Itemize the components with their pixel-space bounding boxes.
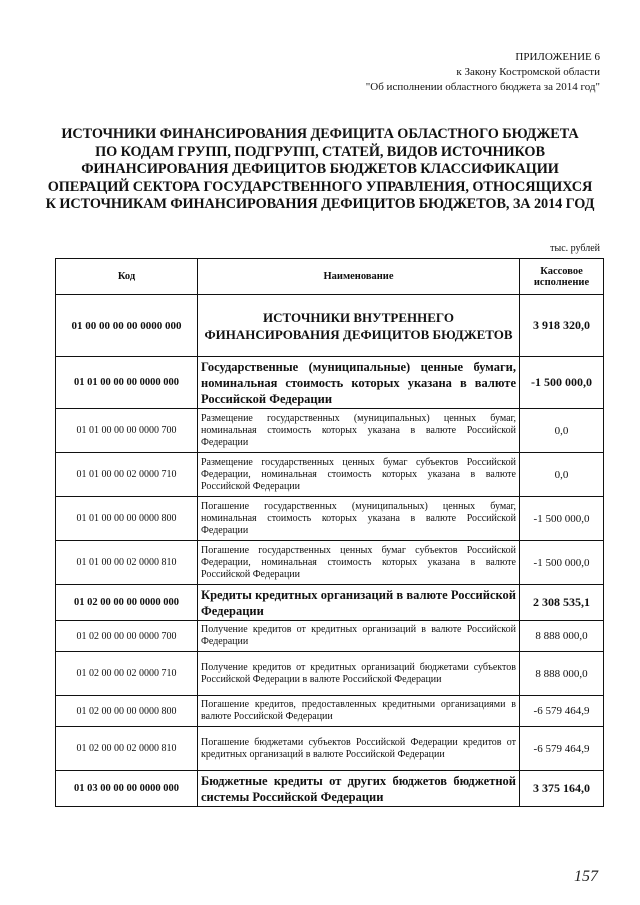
table-row: [56, 727, 604, 771]
title-line: ОПЕРАЦИЙ СЕКТОРА ГОСУДАРСТВЕННОГО УПРАВЛЕНИЯ, ОТНОСЯЩИХСЯ: [47, 178, 593, 195]
row-code: 01 02 00 00 02 0000 710: [56, 652, 198, 696]
table-row: [56, 497, 604, 541]
header-code: Код: [56, 259, 198, 295]
table-row: [56, 541, 604, 585]
table-row: [56, 295, 604, 357]
row-code: 01 01 00 00 00 0000 700: [56, 409, 198, 453]
table-row: [56, 357, 604, 409]
units-label: тыс. рублей: [550, 243, 600, 254]
row-sum: 2 308 535,1: [520, 585, 604, 621]
table-header-row: [56, 259, 604, 295]
row-code: 01 01 00 00 02 0000 710: [56, 453, 198, 497]
table-row: [56, 652, 604, 696]
table-row: [56, 409, 604, 453]
row-name: Государственные (муниципальные) ценные бумаги, номинальная стоимость которых указана в валюте Российской Федерации: [198, 357, 520, 409]
table-row: [56, 771, 604, 807]
title-line: К ИСТОЧНИКАМ ФИНАНСИРОВАНИЯ ДЕФИЦИТОВ БЮДЖЕТОВ, ЗА 2014 ГОД: [45, 196, 595, 212]
row-code: 01 01 00 00 00 0000 800: [56, 497, 198, 541]
document-title: [40, 126, 600, 214]
row-name: Получение кредитов от кредитных организаций бюджетами субъектов Российской Федерации в валюте Российской Федерации: [198, 652, 520, 696]
row-sum: -1 500 000,0: [520, 541, 604, 585]
sources-table: [55, 258, 604, 807]
row-sum: 3 918 320,0: [520, 295, 604, 357]
row-code: 01 00 00 00 00 0000 000: [56, 295, 198, 357]
row-sum: 0,0: [520, 409, 604, 453]
row-code: 01 02 00 00 00 0000 000: [56, 585, 198, 621]
header-sum: Кассовое исполнение: [520, 259, 604, 295]
row-name: Размещение государственных ценных бумаг субъектов Российской Федерации, номинальная стоимость которых указана в валюте Российской Федерации: [198, 453, 520, 497]
row-name: Размещение государственных (муниципальных) ценных бумаг, номинальная стоимость которых указана в валюте Российской Федерации: [198, 409, 520, 453]
table-row: [56, 621, 604, 652]
row-name: Погашение государственных ценных бумаг субъектов Российской Федерации, номинальная стоимость которых указана в валюте Российской Федерации: [198, 541, 520, 585]
row-sum: -6 579 464,9: [520, 696, 604, 727]
title-line: ФИНАНСИРОВАНИЯ ДЕФИЦИТОВ БЮДЖЕТОВ КЛАССИФИКАЦИИ: [81, 161, 559, 177]
row-code: 01 01 00 00 00 0000 000: [56, 357, 198, 409]
row-name: Кредиты кредитных организаций в валюте Российской Федерации: [198, 585, 520, 621]
row-sum: 0,0: [520, 453, 604, 497]
appendix-number: ПРИЛОЖЕНИЕ 6: [515, 51, 600, 63]
row-name: ИСТОЧНИКИ ВНУТРЕННЕГО ФИНАНСИРОВАНИЯ ДЕФИЦИТОВ БЮДЖЕТОВ: [198, 295, 520, 357]
row-sum: -1 500 000,0: [520, 357, 604, 409]
title-line: ПО КОДАМ ГРУПП, ПОДГРУПП, СТАТЕЙ, ВИДОВ ИСТОЧНИКОВ: [95, 143, 545, 160]
row-code: 01 02 00 00 00 0000 700: [56, 621, 198, 652]
row-sum: 8 888 000,0: [520, 652, 604, 696]
row-code: 01 03 00 00 00 0000 000: [56, 771, 198, 807]
row-sum: -6 579 464,9: [520, 727, 604, 771]
row-code: 01 02 00 00 00 0000 800: [56, 696, 198, 727]
title-line: ИСТОЧНИКИ ФИНАНСИРОВАНИЯ ДЕФИЦИТА ОБЛАСТНОГО БЮДЖЕТА: [61, 126, 579, 142]
row-name: Погашение государственных (муниципальных) ценных бумаг, номинальная стоимость которых указана в валюте Российской Федерации: [198, 497, 520, 541]
row-code: 01 01 00 00 02 0000 810: [56, 541, 198, 585]
table-row: [56, 696, 604, 727]
header-name: Наименование: [198, 259, 520, 295]
row-name: Погашение бюджетами субъектов Российской Федерации кредитов от кредитных организаций в валюте Российской Федерации: [198, 727, 520, 771]
row-sum: -1 500 000,0: [520, 497, 604, 541]
row-sum: 8 888 000,0: [520, 621, 604, 652]
page-number: 157: [574, 868, 598, 885]
row-code: 01 02 00 00 02 0000 810: [56, 727, 198, 771]
row-name: Бюджетные кредиты от других бюджетов бюджетной системы Российской Федерации: [198, 771, 520, 807]
row-sum: 3 375 164,0: [520, 771, 604, 807]
table-row: [56, 453, 604, 497]
row-name: Получение кредитов от кредитных организаций в валюте Российской Федерации: [198, 621, 520, 652]
row-name: Погашение кредитов, предоставленных кредитными организациями в валюте Российской Федерации: [198, 696, 520, 727]
table-row: [56, 585, 604, 621]
appendix-law-title: "Об исполнении областного бюджета за 2014 год": [365, 81, 600, 93]
appendix-law: к Закону Костромской области: [456, 66, 600, 78]
appendix-header: [366, 50, 600, 95]
